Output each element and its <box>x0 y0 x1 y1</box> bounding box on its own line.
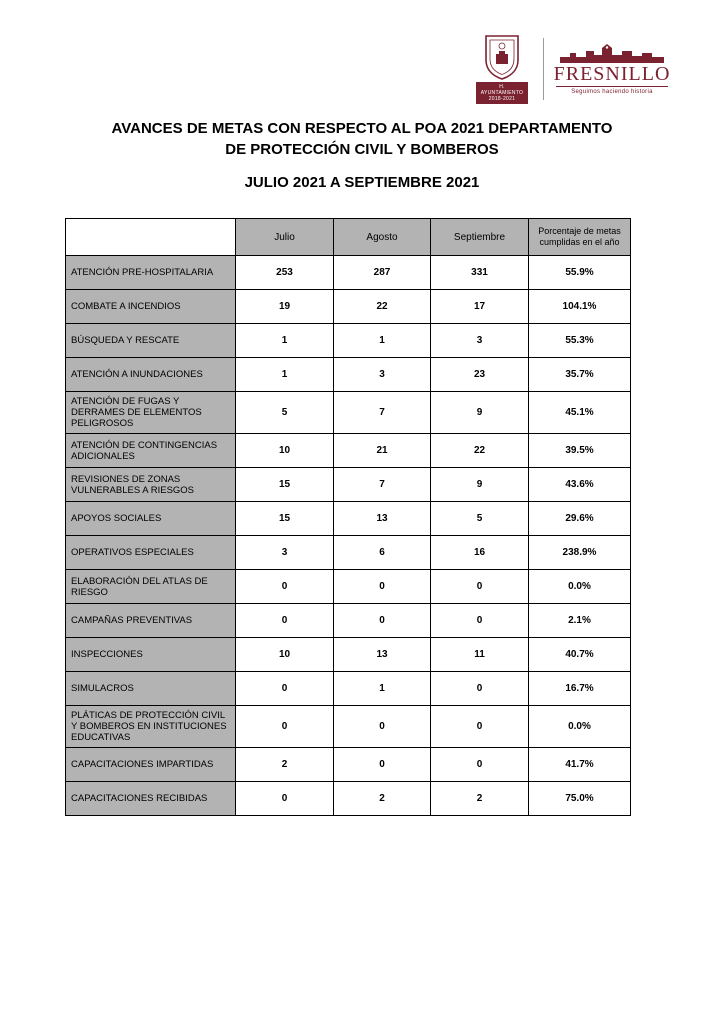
cell-value: 6 <box>334 536 431 570</box>
table-row <box>66 748 631 782</box>
cell-value: 19 <box>236 290 334 324</box>
fresnillo-logo <box>553 43 671 95</box>
cell-value: 55.3% <box>529 324 631 358</box>
row-label: INSPECCIONES <box>66 638 236 672</box>
cell-value: 0 <box>334 570 431 604</box>
fresnillo-tagline: Seguimos haciendo historia <box>571 89 653 95</box>
cell-value: 2.1% <box>529 604 631 638</box>
fresnillo-rule <box>556 86 668 87</box>
cell-value: 0 <box>334 706 431 748</box>
logo-divider <box>543 38 544 100</box>
cell-value: 15 <box>236 502 334 536</box>
row-label: OPERATIVOS ESPECIALES <box>66 536 236 570</box>
cell-value: 75.0% <box>529 782 631 816</box>
cell-value: 15 <box>236 468 334 502</box>
cell-value: 0 <box>236 672 334 706</box>
table-row <box>66 672 631 706</box>
column-header-septiembre: Septiembre <box>431 219 529 256</box>
table-row <box>66 604 631 638</box>
cell-value: 0 <box>431 570 529 604</box>
cell-value: 43.6% <box>529 468 631 502</box>
cell-value: 21 <box>334 434 431 468</box>
cell-value: 7 <box>334 468 431 502</box>
skyline-icon <box>560 43 664 63</box>
cell-value: 0 <box>236 604 334 638</box>
table-body <box>66 256 631 816</box>
table-row <box>66 536 631 570</box>
row-label: PLÁTICAS DE PROTECCIÓN CIVIL Y BOMBEROS EN INSTITUCIONES EDUCATIVAS <box>66 706 236 748</box>
cell-value: 17 <box>431 290 529 324</box>
cell-value: 0.0% <box>529 570 631 604</box>
ayuntamiento-caption-line2: 2018-2021 <box>488 96 516 102</box>
cell-value: 41.7% <box>529 748 631 782</box>
table-row <box>66 570 631 604</box>
cell-value: 0 <box>431 604 529 638</box>
ayuntamiento-caption-line1: H. AYUNTAMIENTO <box>480 84 524 96</box>
cell-value: 16.7% <box>529 672 631 706</box>
table-row <box>66 392 631 434</box>
cell-value: 287 <box>334 256 431 290</box>
cell-value: 0.0% <box>529 706 631 748</box>
cell-value: 0 <box>431 672 529 706</box>
poa-progress-table <box>65 218 631 816</box>
cell-value: 2 <box>334 782 431 816</box>
row-label: ATENCIÓN DE CONTINGENCIAS ADICIONALES <box>66 434 236 468</box>
row-label: CAPACITACIONES IMPARTIDAS <box>66 748 236 782</box>
cell-value: 9 <box>431 468 529 502</box>
cell-value: 9 <box>431 392 529 434</box>
row-label: ATENCIÓN DE FUGAS Y DERRAMES DE ELEMENTOS PELIGROSOS <box>66 392 236 434</box>
cell-value: 45.1% <box>529 392 631 434</box>
cell-value: 10 <box>236 434 334 468</box>
cell-value: 331 <box>431 256 529 290</box>
table-row <box>66 502 631 536</box>
corner-cell <box>66 219 236 256</box>
cell-value: 29.6% <box>529 502 631 536</box>
page-title-line2: DE PROTECCIÓN CIVIL Y BOMBEROS <box>225 141 499 158</box>
row-label: CAPACITACIONES RECIBIDAS <box>66 782 236 816</box>
row-label: ATENCIÓN PRE-HOSPITALARIA <box>66 256 236 290</box>
cell-value: 7 <box>334 392 431 434</box>
cell-value: 23 <box>431 358 529 392</box>
row-label: ATENCIÓN A INUNDACIONES <box>66 358 236 392</box>
table-row <box>66 358 631 392</box>
cell-value: 238.9% <box>529 536 631 570</box>
cell-value: 55.9% <box>529 256 631 290</box>
shield-icon <box>483 34 521 80</box>
row-label: BÚSQUEDA Y RESCATE <box>66 324 236 358</box>
cell-value: 1 <box>236 358 334 392</box>
cell-value: 0 <box>334 748 431 782</box>
cell-value: 11 <box>431 638 529 672</box>
cell-value: 10 <box>236 638 334 672</box>
row-label: APOYOS SOCIALES <box>66 502 236 536</box>
cell-value: 22 <box>334 290 431 324</box>
cell-value: 3 <box>334 358 431 392</box>
table-row <box>66 638 631 672</box>
cell-value: 1 <box>236 324 334 358</box>
column-header-julio: Julio <box>236 219 334 256</box>
table-row <box>66 256 631 290</box>
cell-value: 3 <box>236 536 334 570</box>
fresnillo-wordmark: FRESNILLO <box>553 63 671 85</box>
table-row <box>66 290 631 324</box>
cell-value: 16 <box>431 536 529 570</box>
cell-value: 1 <box>334 324 431 358</box>
cell-value: 3 <box>431 324 529 358</box>
cell-value: 13 <box>334 638 431 672</box>
cell-value: 22 <box>431 434 529 468</box>
ayuntamiento-crest <box>473 34 531 104</box>
page-title-line1: AVANCES DE METAS CON RESPECTO AL POA 2021 DEPARTAMENTO <box>111 120 613 137</box>
cell-value: 40.7% <box>529 638 631 672</box>
row-label: REVISIONES DE ZONAS VULNERABLES A RIESGOS <box>66 468 236 502</box>
cell-value: 39.5% <box>529 434 631 468</box>
cell-value: 0 <box>236 782 334 816</box>
cell-value: 35.7% <box>529 358 631 392</box>
table-row <box>66 468 631 502</box>
cell-value: 104.1% <box>529 290 631 324</box>
cell-value: 2 <box>431 782 529 816</box>
table-row <box>66 706 631 748</box>
ayuntamiento-caption <box>476 82 528 104</box>
column-header-agosto: Agosto <box>334 219 431 256</box>
header-logos <box>473 34 671 104</box>
cell-value: 2 <box>236 748 334 782</box>
table-row <box>66 324 631 358</box>
row-label: SIMULACROS <box>66 672 236 706</box>
table-row <box>66 434 631 468</box>
cell-value: 253 <box>236 256 334 290</box>
row-label: COMBATE A INCENDIOS <box>66 290 236 324</box>
cell-value: 0 <box>334 604 431 638</box>
row-label: CAMPAÑAS PREVENTIVAS <box>66 604 236 638</box>
cell-value: 0 <box>431 706 529 748</box>
cell-value: 5 <box>431 502 529 536</box>
row-label: ELABORACIÓN DEL ATLAS DE RIESGO <box>66 570 236 604</box>
cell-value: 0 <box>236 570 334 604</box>
cell-value: 1 <box>334 672 431 706</box>
page-subtitle: JULIO 2021 A SEPTIEMBRE 2021 <box>244 174 480 191</box>
table-header-row <box>66 219 631 256</box>
cell-value: 0 <box>236 706 334 748</box>
cell-value: 0 <box>431 748 529 782</box>
column-header-porcentaje: Porcentaje de metas cumplidas en el año <box>529 219 631 256</box>
table-row <box>66 782 631 816</box>
cell-value: 5 <box>236 392 334 434</box>
cell-value: 13 <box>334 502 431 536</box>
